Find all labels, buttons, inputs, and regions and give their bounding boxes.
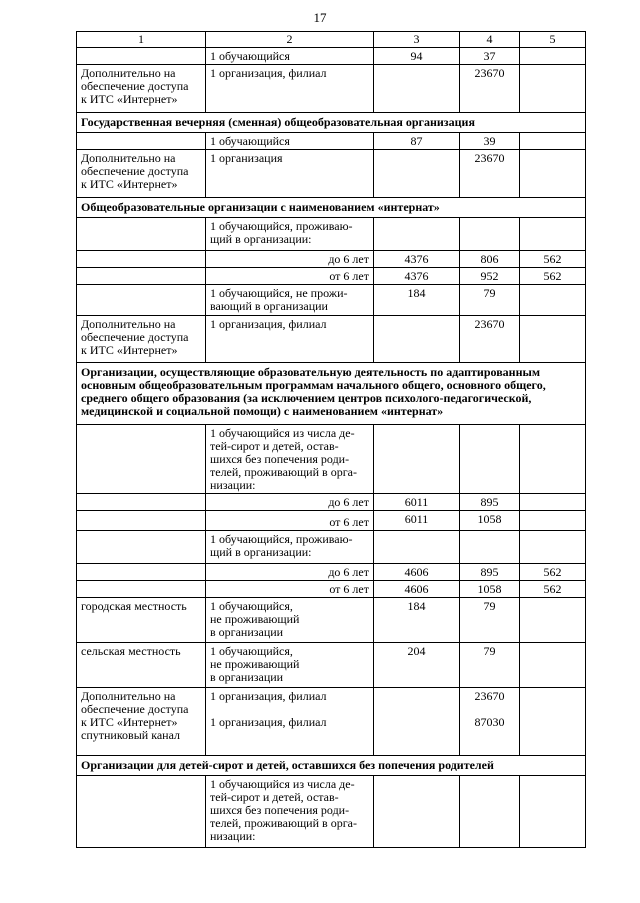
table-cell bbox=[77, 218, 206, 251]
cell-text-line: тей-сирот и детей, остав- bbox=[210, 439, 339, 453]
cell-text-line: не проживающий bbox=[210, 657, 300, 671]
cell-text-line: телей, проживающий в орга- bbox=[210, 465, 357, 479]
table-cell bbox=[520, 285, 586, 316]
table-cell bbox=[520, 688, 586, 756]
table-cell bbox=[520, 531, 586, 564]
column-number: 2 bbox=[206, 32, 374, 48]
table-cell bbox=[520, 598, 586, 643]
table-row bbox=[77, 285, 586, 316]
table-cell bbox=[460, 48, 520, 65]
table-cell bbox=[374, 688, 460, 756]
table-row bbox=[77, 581, 586, 598]
age-group-label: до 6 лет bbox=[328, 252, 369, 266]
cell-text-line: шихся без попечения роди- bbox=[210, 452, 350, 466]
table-row bbox=[77, 316, 586, 363]
table-cell bbox=[374, 218, 460, 251]
table-cell bbox=[77, 285, 206, 316]
cell-text-line: 6011 bbox=[404, 495, 429, 509]
table-row bbox=[77, 425, 586, 494]
table-cell bbox=[460, 598, 520, 643]
table-cell bbox=[520, 268, 586, 285]
table-row bbox=[77, 564, 586, 581]
cell-text-line: 37 bbox=[483, 49, 496, 63]
table-cell bbox=[77, 564, 206, 581]
table-row bbox=[77, 133, 586, 150]
section-heading-row bbox=[77, 756, 586, 776]
cell-text-line: 1 обучающийся из числа де- bbox=[210, 426, 355, 440]
table-cell bbox=[206, 511, 374, 531]
table-cell bbox=[206, 48, 374, 65]
cell-text-line: низации: bbox=[210, 478, 256, 492]
table-cell bbox=[77, 531, 206, 564]
cell-text-line: 23670 bbox=[474, 317, 505, 331]
section-heading: Организации для детей-сирот и детей, оставшихся без попечения родителей bbox=[77, 756, 586, 776]
table-cell bbox=[77, 48, 206, 65]
cell-text-line: Дополнительно на bbox=[81, 317, 176, 331]
cell-text-line: в организации bbox=[210, 625, 284, 639]
table-cell bbox=[77, 511, 206, 531]
table-row bbox=[77, 251, 586, 268]
table-cell bbox=[520, 218, 586, 251]
cell-text-line: 562 bbox=[543, 565, 562, 579]
table-cell bbox=[206, 150, 374, 198]
cell-text-line: 39 bbox=[483, 134, 496, 148]
table-cell bbox=[206, 581, 374, 598]
cell-text-line: 1058 bbox=[477, 582, 502, 596]
table-cell bbox=[206, 494, 374, 511]
cell-text-line: 895 bbox=[480, 495, 499, 509]
table-cell bbox=[460, 688, 520, 756]
table-cell bbox=[374, 268, 460, 285]
table-cell bbox=[460, 218, 520, 251]
table-row bbox=[77, 776, 586, 848]
cell-text-line: 79 bbox=[483, 286, 496, 300]
age-group-label: от 6 лет bbox=[329, 515, 369, 529]
column-number-row bbox=[77, 32, 586, 48]
table-cell bbox=[374, 65, 460, 113]
table-cell bbox=[374, 494, 460, 511]
cell-text-line: 1 обучающийся, не прожи- bbox=[210, 286, 348, 300]
cell-text-line: 1 обучающийся, проживаю- bbox=[210, 532, 353, 546]
column-number: 4 bbox=[460, 32, 520, 48]
table-cell bbox=[460, 268, 520, 285]
section-heading: Общеобразовательные организации с наименованием «интернат» bbox=[77, 198, 586, 218]
table-cell bbox=[206, 316, 374, 363]
cell-text-line: 94 bbox=[410, 49, 423, 63]
cell-text-line: 184 bbox=[407, 599, 426, 613]
table-cell bbox=[206, 285, 374, 316]
cell-text-line: 6011 bbox=[404, 512, 429, 526]
table-cell bbox=[77, 65, 206, 113]
table-cell bbox=[460, 425, 520, 494]
column-number: 3 bbox=[374, 32, 460, 48]
cell-text-line: 79 bbox=[483, 599, 496, 613]
section-heading: Государственная вечерняя (сменная) общеобразовательная организация bbox=[77, 113, 586, 133]
cell-text-line: телей, проживающий в орга- bbox=[210, 816, 357, 830]
cell-text-line: Дополнительно на bbox=[81, 689, 176, 703]
table-cell bbox=[374, 598, 460, 643]
cell-text-line: 1 организация, филиал bbox=[210, 689, 327, 703]
cell-text-line: 1 обучающийся, проживаю- bbox=[210, 219, 353, 233]
table-cell bbox=[206, 218, 374, 251]
table-cell bbox=[77, 133, 206, 150]
table-row bbox=[77, 511, 586, 531]
cell-text-line: 4376 bbox=[404, 269, 429, 283]
table-cell bbox=[460, 643, 520, 688]
table-cell bbox=[520, 48, 586, 65]
table-cell bbox=[460, 776, 520, 848]
cell-text-line: к ИТС «Интернет» bbox=[81, 715, 178, 729]
cell-text-line: 1 обучающийся, bbox=[210, 599, 293, 613]
age-group-label: от 6 лет bbox=[329, 582, 369, 596]
table-cell bbox=[374, 251, 460, 268]
cell-text-line: щий в организации: bbox=[210, 232, 312, 246]
table-row bbox=[77, 643, 586, 688]
table-cell bbox=[460, 564, 520, 581]
table-cell bbox=[206, 688, 374, 756]
table-cell bbox=[374, 150, 460, 198]
table-cell bbox=[77, 268, 206, 285]
table-cell bbox=[374, 133, 460, 150]
table-row bbox=[77, 531, 586, 564]
table-cell bbox=[206, 598, 374, 643]
cell-text-line: 87030 bbox=[474, 715, 505, 729]
table-cell bbox=[206, 251, 374, 268]
column-number: 1 bbox=[77, 32, 206, 48]
table-row bbox=[77, 494, 586, 511]
age-group-label: от 6 лет bbox=[329, 269, 369, 283]
table-cell bbox=[460, 494, 520, 511]
table-cell bbox=[520, 150, 586, 198]
table-cell bbox=[374, 643, 460, 688]
cell-text-line: обеспечение доступа bbox=[81, 702, 189, 716]
table-cell bbox=[374, 511, 460, 531]
table-cell bbox=[460, 65, 520, 113]
cell-text-line: 806 bbox=[480, 252, 499, 266]
table-cell bbox=[206, 65, 374, 113]
table-cell bbox=[460, 316, 520, 363]
table-cell bbox=[206, 425, 374, 494]
table-cell bbox=[77, 776, 206, 848]
cell-text-line: 952 bbox=[480, 269, 499, 283]
table-cell bbox=[374, 581, 460, 598]
cell-text-line: низации: bbox=[210, 829, 256, 843]
table-cell bbox=[460, 511, 520, 531]
table-row bbox=[77, 598, 586, 643]
cell-text-line: 1 обучающийся из числа де- bbox=[210, 777, 355, 791]
table-cell bbox=[460, 285, 520, 316]
table-cell bbox=[77, 251, 206, 268]
age-group-label: до 6 лет bbox=[328, 565, 369, 579]
cell-text-line: 4606 bbox=[404, 565, 429, 579]
table-row bbox=[77, 150, 586, 198]
table-cell bbox=[520, 133, 586, 150]
cell-text-line: тей-сирот и детей, остав- bbox=[210, 790, 339, 804]
cell-text-line: 23670 bbox=[474, 689, 505, 703]
age-group-label: до 6 лет bbox=[328, 495, 369, 509]
cell-text-line: 895 bbox=[480, 565, 499, 579]
table-cell bbox=[460, 531, 520, 564]
section-heading-row bbox=[77, 363, 586, 425]
cell-text-line: 23670 bbox=[474, 66, 505, 80]
table-cell bbox=[77, 150, 206, 198]
cell-text-line: шихся без попечения роди- bbox=[210, 803, 350, 817]
table-cell bbox=[374, 776, 460, 848]
cell-text-line: 4606 bbox=[404, 582, 429, 596]
table-cell bbox=[206, 133, 374, 150]
table-cell bbox=[520, 776, 586, 848]
cell-text-line: 1 обучающийся, bbox=[210, 644, 293, 658]
cell-text-line: 1 организация bbox=[210, 151, 283, 165]
table-cell bbox=[520, 316, 586, 363]
cell-text-line: спутниковый канал bbox=[81, 728, 181, 742]
cell-text-line: к ИТС «Интернет» bbox=[81, 92, 178, 106]
column-number: 5 bbox=[520, 32, 586, 48]
cell-text-line: 1 обучающийся bbox=[210, 49, 290, 63]
table-cell bbox=[374, 564, 460, 581]
cell-text-line: обеспечение доступа bbox=[81, 79, 189, 93]
table-cell bbox=[206, 564, 374, 581]
table-row bbox=[77, 688, 586, 756]
cell-text-line: обеспечение доступа bbox=[81, 164, 189, 178]
cell-text-line: не проживающий bbox=[210, 612, 300, 626]
table-cell bbox=[374, 285, 460, 316]
cell-text-line: 562 bbox=[543, 582, 562, 596]
cell-text-line: Дополнительно на bbox=[81, 151, 176, 165]
cell-text-line: к ИТС «Интернет» bbox=[81, 177, 178, 191]
cell-text-line: 1 организация, филиал bbox=[210, 715, 327, 729]
table-cell bbox=[374, 316, 460, 363]
table-cell bbox=[520, 251, 586, 268]
cell-text-line: 87 bbox=[410, 134, 423, 148]
table-cell bbox=[520, 643, 586, 688]
table-row bbox=[77, 48, 586, 65]
cell-text-line: 1 организация, филиал bbox=[210, 317, 327, 331]
cell-text-line: к ИТС «Интернет» bbox=[81, 343, 178, 357]
table-cell bbox=[77, 425, 206, 494]
table-cell bbox=[374, 425, 460, 494]
cell-text-line: 23670 bbox=[474, 151, 505, 165]
table-cell bbox=[520, 65, 586, 113]
table-cell bbox=[460, 133, 520, 150]
table-cell bbox=[520, 494, 586, 511]
table-cell bbox=[206, 268, 374, 285]
table-cell bbox=[77, 643, 206, 688]
cell-text-line: городская местность bbox=[81, 599, 187, 613]
table-row bbox=[77, 218, 586, 251]
table-row bbox=[77, 268, 586, 285]
table-cell bbox=[460, 150, 520, 198]
cell-text-line: в организации bbox=[210, 670, 284, 684]
cell-text-line: 562 bbox=[543, 252, 562, 266]
table-cell bbox=[206, 643, 374, 688]
cell-text-line: 562 bbox=[543, 269, 562, 283]
cell-text-line: 204 bbox=[407, 644, 426, 658]
table-cell bbox=[520, 425, 586, 494]
table-cell bbox=[206, 531, 374, 564]
cell-text-line: обеспечение доступа bbox=[81, 330, 189, 344]
table-cell bbox=[77, 688, 206, 756]
cell-text-line: 184 bbox=[407, 286, 426, 300]
cell-text-line: щий в организации: bbox=[210, 545, 312, 559]
cell-text-line: Дополнительно на bbox=[81, 66, 176, 80]
cell-text-line: 4376 bbox=[404, 252, 429, 266]
page-number: 17 bbox=[313, 10, 327, 25]
section-heading-row bbox=[77, 198, 586, 218]
cell-text-line: 1058 bbox=[477, 512, 502, 526]
cell-text-line: вающий в организации bbox=[210, 299, 328, 313]
cell-text-line: 1 обучающийся bbox=[210, 134, 290, 148]
table-row bbox=[77, 65, 586, 113]
cell-text-line: 79 bbox=[483, 644, 496, 658]
cell-text-line: сельская местность bbox=[81, 644, 181, 658]
table-cell bbox=[77, 494, 206, 511]
table-cell bbox=[520, 511, 586, 531]
tariff-table bbox=[76, 31, 586, 848]
table-cell bbox=[520, 581, 586, 598]
section-heading-row bbox=[77, 113, 586, 133]
table-cell bbox=[206, 776, 374, 848]
table-cell bbox=[460, 581, 520, 598]
table-cell bbox=[77, 316, 206, 363]
table-cell bbox=[374, 531, 460, 564]
table-cell bbox=[77, 598, 206, 643]
table-cell bbox=[77, 581, 206, 598]
table-cell bbox=[374, 48, 460, 65]
cell-text-line: 1 организация, филиал bbox=[210, 66, 327, 80]
table-cell bbox=[460, 251, 520, 268]
table-cell bbox=[520, 564, 586, 581]
section-heading: Организации, осуществляющие образовательную деятельность по адаптированным основным общеобразовательным программам начального общего, основного общего, среднего общего образования (за исключением центров психолого-педагогической, медицинской и социальной помощи) с наименованием «интернат» bbox=[77, 363, 586, 425]
